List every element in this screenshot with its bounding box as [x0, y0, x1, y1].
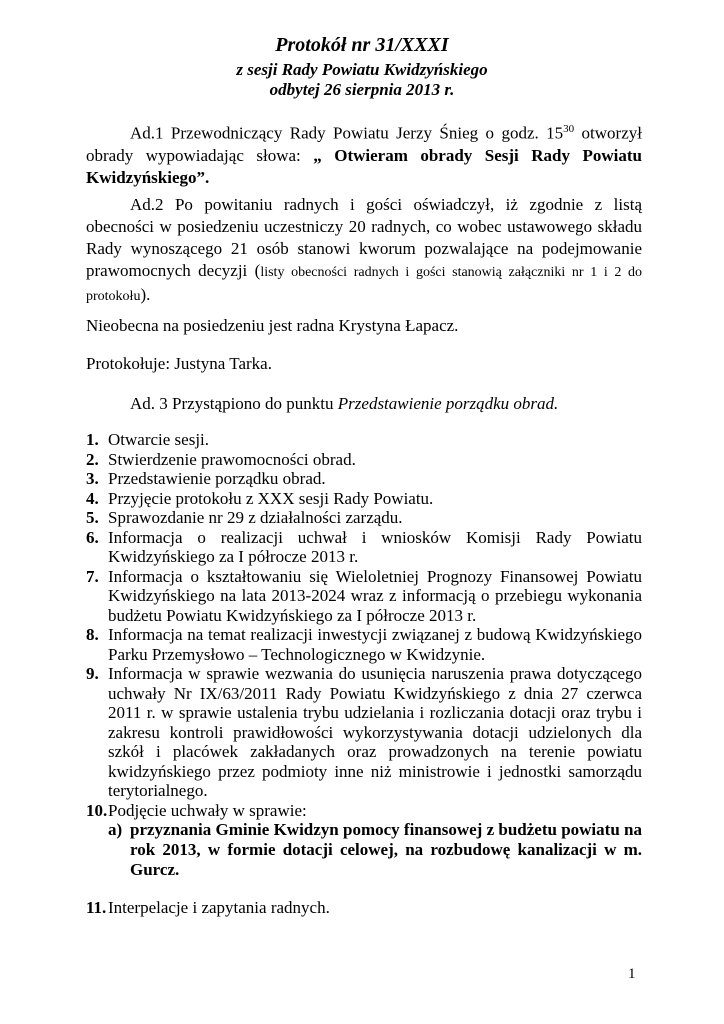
- protocol-subtitle-session: z sesji Rady Powiatu Kwidzyńskiego: [236, 60, 488, 79]
- ad3-paragraph: [86, 393, 642, 415]
- list-item-text: Otwarcie sesji.: [108, 430, 210, 449]
- list-item: [86, 801, 642, 821]
- ad1-quote: „ Otwieram obrady Sesji Rady Powiatu Kwidzyńskiego”.: [86, 145, 642, 187]
- list-item-text: Informacja w sprawie wezwania do usunięcia naruszenia prawa dotyczącego uchwały Nr IX/63/2011 Rady Powiatu Kwidzyńskiego z dnia 27 czerwca 2011 r. w sprawie ustalenia trybu udzielania i rozliczania dotacji oraz trybu i zakresu kontroli prawidłowości wykorzystywania dotacji udzielonych dla szkół i placówek zakładanych oraz prowadzonych na terenie powiatu kwidzyńskiego przez podmioty inne niż ministrowie i jednostki samorządu terytorialnego.: [108, 664, 642, 800]
- ad1-text: Ad.1 Przewodniczący Rady Powiatu Jerzy Śnieg o godz. 15: [130, 123, 564, 143]
- ad1-time-minutes: 30: [563, 123, 575, 135]
- list-item-number: 9.: [86, 664, 99, 683]
- list-item-text: Informacja o kształtowaniu się Wieloletniej Prognozy Finansowej Powiatu Kwidzyńskiego na lata 2013-2024 wraz z informacją o przebiegu wykonania budżetu Powiatu Kwidzyńskiego za I półrocze 2013 r.: [108, 566, 642, 625]
- agenda-list: [86, 430, 642, 918]
- absent-note: Nieobecna na posiedzeniu jest radna Krystyna Łapacz.: [86, 316, 459, 335]
- list-item-number: 11.: [86, 898, 107, 917]
- list-item: [86, 430, 642, 450]
- sub-list-item: [108, 820, 642, 880]
- protocol-title: Protokół nr 31/XXXI: [275, 34, 449, 56]
- list-item-number: 3.: [86, 469, 99, 488]
- sub-list-item-letter: a): [108, 820, 123, 839]
- ad3-text: Ad. 3 Przystąpiono do punktu: [130, 394, 338, 413]
- ad1-paragraph: [86, 118, 642, 189]
- ad2-text: Ad.2 Po powitaniu radnych i gości oświadczył, iż zgodnie z listą obecności w posiedzeniu uczestniczy 20 radnych, co wobec ustawowego składu Rady wynoszącego 21 osób stanowi kworum pozwalające na podejmowanie prawomocnych decyzji (: [86, 195, 642, 280]
- list-item: [86, 528, 642, 567]
- list-item: [86, 567, 642, 626]
- list-item-number: 6.: [86, 527, 99, 547]
- list-item-number: 7.: [86, 566, 99, 586]
- list-item-text: Informacja o realizacji uchwał i wniosków Komisji Rady Powiatu Kwidzyńskiego za I półrocze 2013 r.: [108, 527, 642, 566]
- list-item-text: Przyjęcie protokołu z XXX sesji Rady Powiatu.: [108, 488, 434, 508]
- sub-list-item-text: przyznania Gminie Kwidzyn pomocy finansowej z budżetu powiatu na rok 2013, w formie dotacji celowej, na rozbudowę kanalizacji w m. Gurcz.: [130, 820, 642, 879]
- list-item-text: Stwierdzenie prawomocności obrad.: [108, 449, 356, 469]
- ad2-attachment-note: listy obecności radnych i gości stanowią załączniki nr 1 i 2 do protokołu: [86, 265, 643, 304]
- list-item-number: 8.: [86, 625, 99, 644]
- list-item: [86, 625, 642, 664]
- list-item-text: Podjęcie uchwały w sprawie:: [108, 800, 307, 820]
- ad2-paragraph: [86, 194, 642, 308]
- list-item-number: 2.: [86, 449, 99, 469]
- list-item-text: Sprawozdanie nr 29 z działalności zarządu.: [108, 508, 403, 527]
- list-item: [86, 489, 642, 509]
- protocol-subtitle-date: odbytej 26 sierpnia 2013 r.: [269, 80, 455, 99]
- list-item: [86, 450, 642, 470]
- list-item: [86, 898, 642, 918]
- list-item-text: Przedstawienie porządku obrad.: [108, 469, 326, 488]
- list-item-number: 5.: [86, 508, 99, 527]
- recorder-note: Protokołuje: Justyna Tarka.: [86, 354, 272, 373]
- list-item-number: 1.: [86, 430, 99, 449]
- list-item: [86, 664, 642, 801]
- list-item: [86, 469, 642, 489]
- list-item-text: Interpelacje i zapytania radnych.: [108, 898, 330, 917]
- list-item: [86, 508, 642, 528]
- page-number: 1: [628, 966, 636, 982]
- list-item-number: 4.: [86, 488, 99, 508]
- ad3-agenda-point: Przedstawienie porządku obrad.: [337, 394, 559, 413]
- list-item-number: 10.: [86, 800, 108, 820]
- ad1-text-continued: otworzył obrady wypowiadając słowa:: [86, 123, 642, 165]
- list-item-text: Informacja na temat realizacji inwestycji związanej z budową Kwidzyńskiego Parku Przemysłowo – Technologicznego w Kwidzynie.: [108, 625, 642, 664]
- ad2-close: ).: [140, 285, 151, 304]
